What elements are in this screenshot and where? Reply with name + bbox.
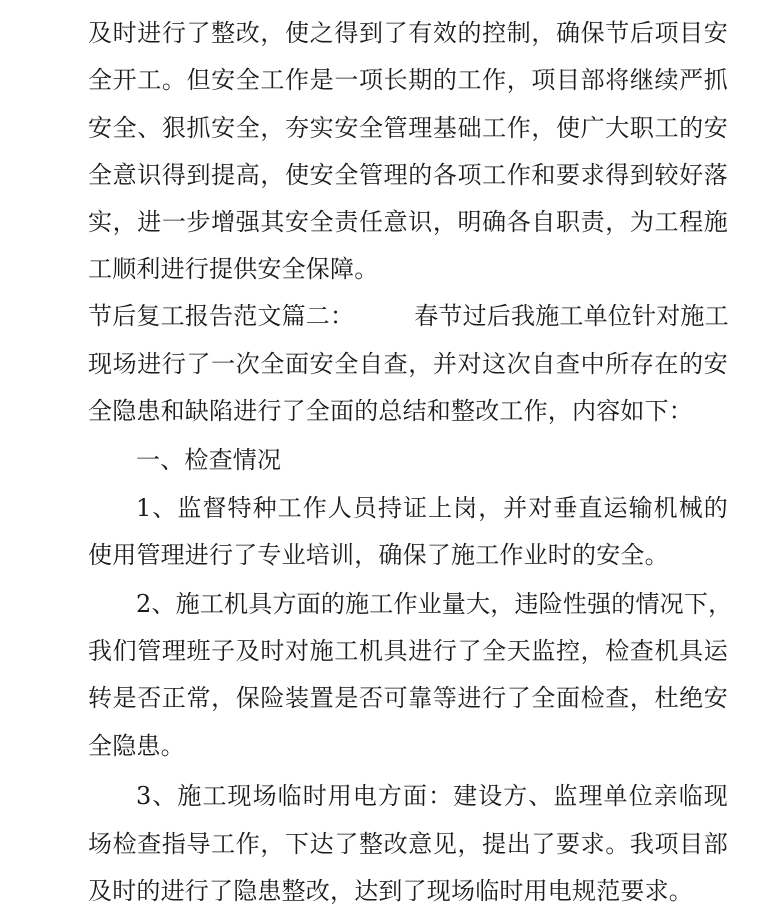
list-item-line: 场检查指导工作，下达了整改意见，提出了要求。我项目部 [88,830,728,858]
heading-lead-text: 春节过后我施工单位针对施工 [414,302,729,330]
list-item-line: 2、施工机具方面的施工作业量大，违险性强的情况下， [136,590,733,618]
paragraph-line: 实，进一步增强其安全责任意识，明确各自职责，为工程施 [88,208,728,236]
list-item-line: 全隐患。 [88,732,185,760]
paragraph-line: 现场进行了一次全面安全自查，并对这次自查中所存在的安 [88,350,728,378]
list-item-line: 3、施工现场临时用电方面：建设方、监理单位亲临现 [136,782,728,810]
paragraph-line: 及时进行了整改，使之得到了有效的控制，确保节后项目安 [88,19,728,47]
section-title: 一、检查情况 [136,446,282,474]
list-item-line: 我们管理班子及时对施工机具进行了全天监控，检查机具运 [88,637,728,665]
section-heading-line [88,296,728,336]
paragraph-line: 全意识得到提高，使安全管理的各项工作和要求得到较好落 [88,161,728,189]
list-item-line: 1、监督特种工作人员持证上岗，并对垂直运输机械的 [136,494,728,522]
paragraph-line: 工顺利进行提供安全保障。 [88,255,379,283]
list-item-line: 使用管理进行了专业培训，确保了施工作业时的安全。 [88,541,669,569]
paragraph-line: 全隐患和缺陷进行了全面的总结和整改工作，内容如下： [88,397,693,425]
list-item-line: 及时的进行了隐患整改，达到了现场临时用电规范要求。 [88,877,693,905]
list-item-line: 转是否正常，保险装置是否可靠等进行了全面检查，杜绝安 [88,684,728,712]
paragraph-line: 安全、狠抓安全，夯实安全管理基础工作，使广大职工的安 [88,114,728,142]
paragraph-line: 全开工。但安全工作是一项长期的工作，项目部将继续严抓 [88,66,728,94]
article-heading: 节后复工报告范文篇二： [88,302,355,330]
